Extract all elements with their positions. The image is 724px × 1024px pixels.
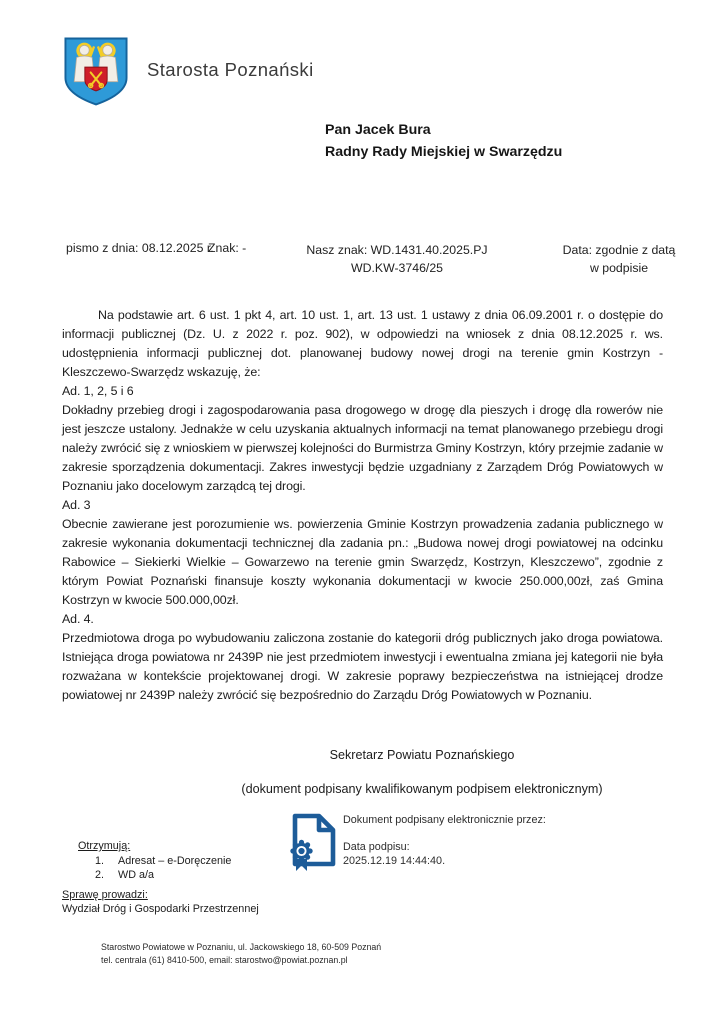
poznan-county-coat-of-arms-icon — [64, 37, 128, 106]
body-paragraph-intro: Na podstawie art. 6 ust. 1 pkt 4, art. 10 ust. 1, art. 13 ust. 1 ustawy z dnia 06.09.2001 r. o dostępie do informacji publicznej (Dz. U. z 2022 r. poz. 902), w odpowiedzi na wniosek z dnia 08.12.2025 r. ws. udostępnienia informacji publicznej dot. planowanej budowy nowej drogi na terenie gmin Kostrzyn -Kleszczewo-Swarzędz wskazuję, że: — [62, 308, 663, 379]
stamp-text-block — [343, 813, 546, 868]
footer-address: Starostwo Powiatowe w Poznaniu, ul. Jackowskiego 18, 60-509 Poznań — [101, 942, 382, 952]
letterhead-footer — [101, 941, 381, 967]
our-reference-line1: Nasz znak: WD.1431.40.2025.PJ — [306, 243, 488, 257]
date-line2: w podpisie — [589, 261, 649, 275]
date-block — [552, 241, 686, 277]
distribution-item-text: WD a/a — [118, 869, 154, 881]
addressee-block — [325, 119, 562, 163]
stamp-date-label: Data podpisu: — [343, 841, 410, 853]
org-name: Starosta Poznański — [147, 59, 314, 80]
distribution-item-text: Adresat – e-Doręczenie — [118, 854, 232, 867]
case-handler-block — [62, 889, 259, 916]
signatory-title: Sekretarz Powiatu Poznańskiego — [329, 748, 515, 762]
body-paragraph-ad-3: Obecnie zawierane jest porozumienie ws. powierzenia Gminie Kostrzyn prowadzenia zadania publicznego w zakresie wykonania dokumentacji technicznej dla zadania pn.: „Budowa nowej drogi powiatowej na odcinku Rabowice – Siekierki Wielkie – Gowarzewo na terenie gmin Swarzędz, Kostrzyn, Kleszczewo”, zgodnie z którym Powiat Poznański finansuje koszty wykonania dokumentacji w kwocie 250.000,00zł, zaś Gmina Kostrzyn w kwocie 500.000,00zł. — [62, 517, 663, 607]
signature-note: (dokument podpisany kwalifikowanym podpisem elektronicznym) — [241, 782, 603, 796]
distribution-item — [95, 855, 231, 869]
letter-date: pismo z dnia: 08.12.2025 r. — [66, 241, 214, 255]
distribution-block — [78, 840, 231, 883]
stamp-signed-by: Dokument podpisany elektronicznie przez: — [343, 814, 546, 826]
znak: Znak: - — [208, 241, 247, 255]
our-reference — [288, 241, 506, 277]
signed-document-seal-icon — [288, 813, 340, 873]
body-paragraph-ad-4: Przedmiotowa droga po wybudowaniu zaliczona zostanie do kategorii dróg publicznych jako droga powiatowa. Istniejąca droga powiatowa nr 2439P nie jest przedmiotem inwestycji i ewentualna zmiana jej kategorii nie była rozważana w kontekście projektowanej drogi. W zakresie poprawy bezpieczeństwa na istniejącej drodze powiatowej nr 2439P należy zwrócić się bezpośrednio do Zarządu Dróg Powiatowych w Poznaniu. — [62, 631, 663, 702]
case-handler-department: Wydział Dróg i Gospodarki Przestrzennej — [62, 902, 259, 915]
addressee-name: Pan Jacek Bura — [325, 122, 431, 138]
body-paragraph-ad-1-2-5-6: Dokładny przebieg drogi i zagospodarowania pasa drogowego w drogę dla pieszych i drogę dla rowerów nie jest jeszcze ustalony. Jednakże w celu uzyskania aktualnych informacji na temat planowanego przebiegu drogi należy zwrócić się z wnioskiem w pierwszej kolejności do Burmistrza Gminy Kostrzyn, który przejmie zadanie w zakresie sporządzenia dokumentacji. Zakres inwestycji będzie uzgadniany z Zarządem Dróg Powiatowych w Poznaniu jako docelowym zarządcą tej drogi. — [62, 403, 663, 493]
stamp-date-value: 2025.12.19 14:44:40. — [343, 855, 446, 867]
footer-contact: tel. centrala (61) 8410-500, email: starostwo@powiat.poznan.pl — [101, 955, 348, 965]
distribution-heading: Otrzymują: — [78, 840, 131, 852]
letter-body — [62, 306, 663, 705]
body-heading-ad-4: Ad. 4. — [62, 612, 94, 626]
distribution-item-number: 2. — [95, 869, 105, 881]
date-line1: Data: zgodnie z datą — [562, 243, 676, 257]
our-reference-line2: WD.KW-3746/25 — [350, 261, 444, 275]
body-heading-ad-1-2-5-6: Ad. 1, 2, 5 i 6 — [62, 384, 134, 398]
distribution-item-number: 1. — [95, 854, 105, 867]
addressee-title: Radny Rady Miejskiej w Swarzędzu — [325, 144, 563, 160]
distribution-item — [95, 869, 231, 883]
body-heading-ad-3: Ad. 3 — [62, 498, 91, 512]
case-handler-heading: Sprawę prowadzi: — [62, 889, 148, 901]
